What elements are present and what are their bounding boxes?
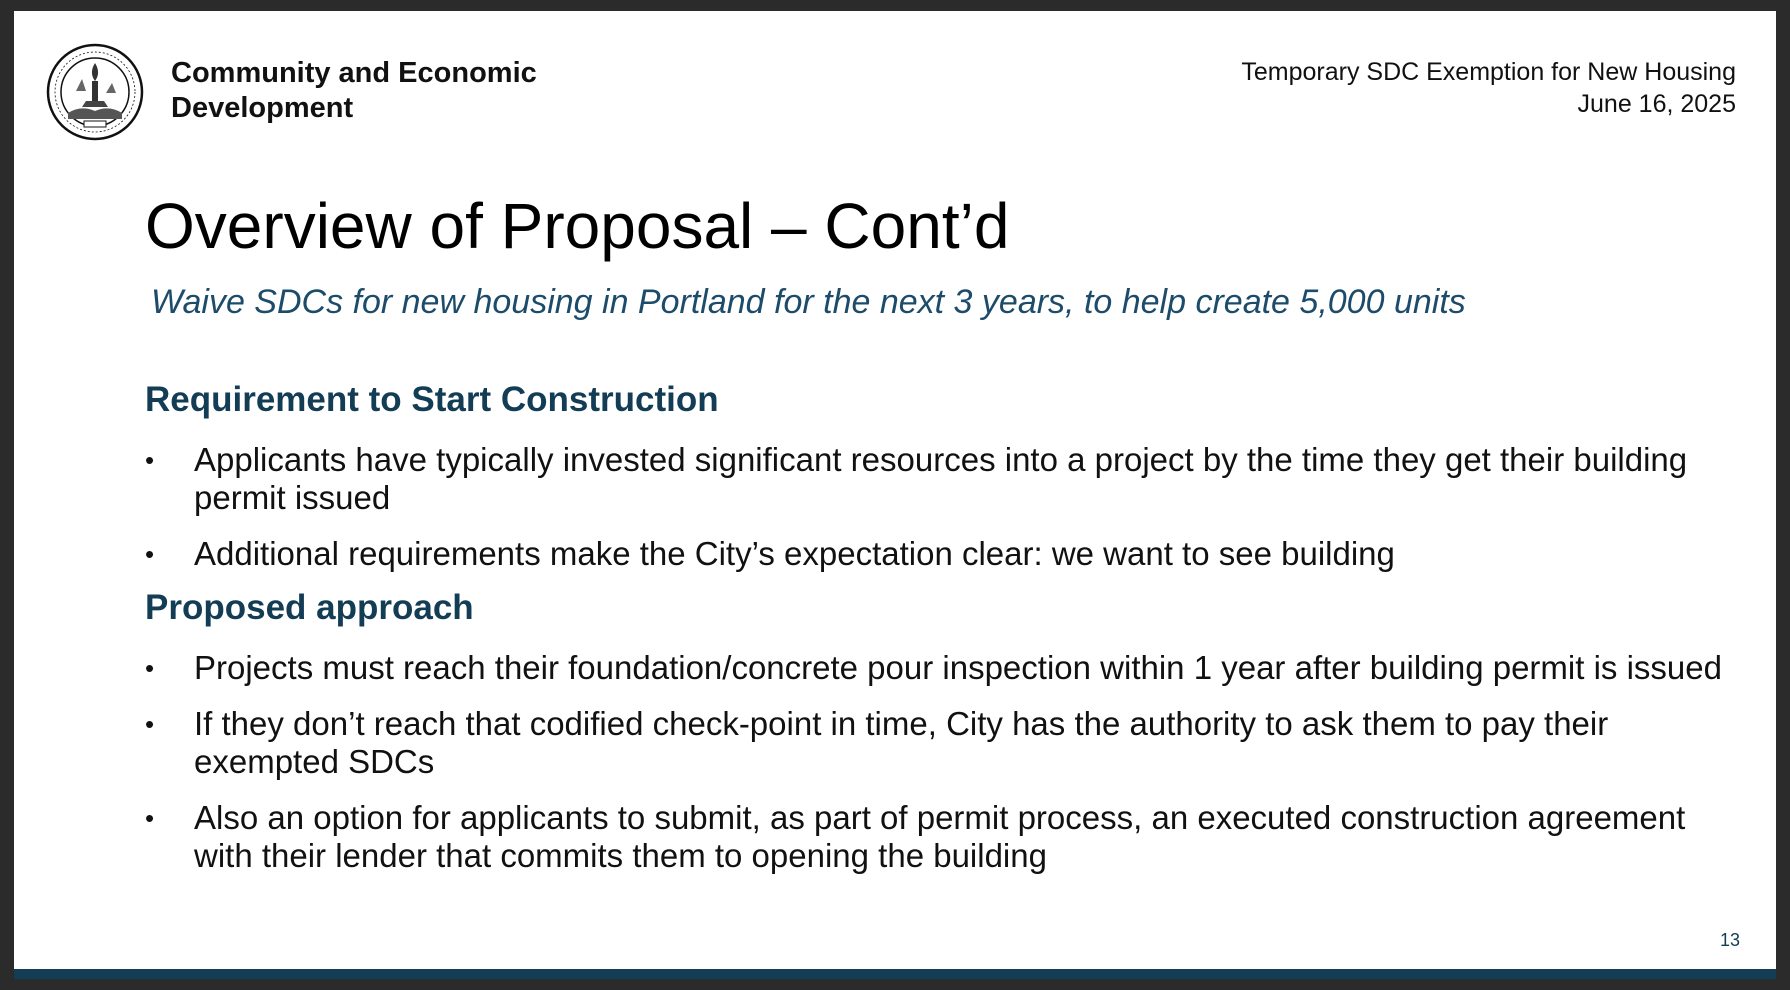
slide-title: Overview of Proposal – Cont’d [145, 190, 1010, 262]
org-name [171, 56, 591, 126]
bullet-list-requirement [145, 441, 1735, 591]
section-heading-approach: Proposed approach [145, 588, 474, 627]
city-seal-icon [46, 43, 144, 141]
section-heading-requirement: Requirement to Start Construction [145, 380, 719, 419]
org-name-line1: Community and Economic [171, 57, 537, 89]
city-of-portland-seal-icon [46, 43, 144, 141]
bullet-glyph: • [145, 709, 155, 739]
bullet-text: Additional requirements make the City’s expectation clear: we want to see building [194, 535, 1395, 572]
bullet-text: If they don’t reach that codified check-point in time, City has the authority to ask them to pay their exempted SDCs [194, 705, 1609, 780]
bullet-item [145, 705, 1735, 781]
bullet-item [145, 799, 1735, 875]
slide-subtitle: Waive SDCs for new housing in Portland for the next 3 years, to help create 5,000 units [151, 283, 1466, 321]
bullet-text: Also an option for applicants to submit, as part of permit process, an executed construction agreement with their lender that commits them to opening the building [194, 799, 1686, 874]
bullet-text: Applicants have typically invested significant resources into a project by the time they get their building permit issued [194, 441, 1688, 516]
bullet-glyph: • [145, 539, 155, 569]
org-name-line2: Development [171, 92, 354, 124]
document-title: Temporary SDC Exemption for New Housing [1241, 58, 1736, 86]
bullet-glyph: • [145, 803, 155, 833]
footer-band [14, 969, 1776, 979]
bullet-item [145, 441, 1735, 517]
bullet-item [145, 649, 1735, 687]
bullet-item [145, 535, 1735, 573]
page-number: 13 [1719, 930, 1740, 950]
document-date: June 16, 2025 [1577, 90, 1736, 118]
header-info [1241, 56, 1736, 120]
bullet-glyph: • [145, 445, 155, 475]
bullet-text: Projects must reach their foundation/concrete pour inspection within 1 year after building permit is issued [194, 649, 1722, 686]
bullet-list-approach [145, 649, 1735, 893]
bullet-glyph: • [145, 653, 155, 683]
slide [14, 11, 1776, 979]
